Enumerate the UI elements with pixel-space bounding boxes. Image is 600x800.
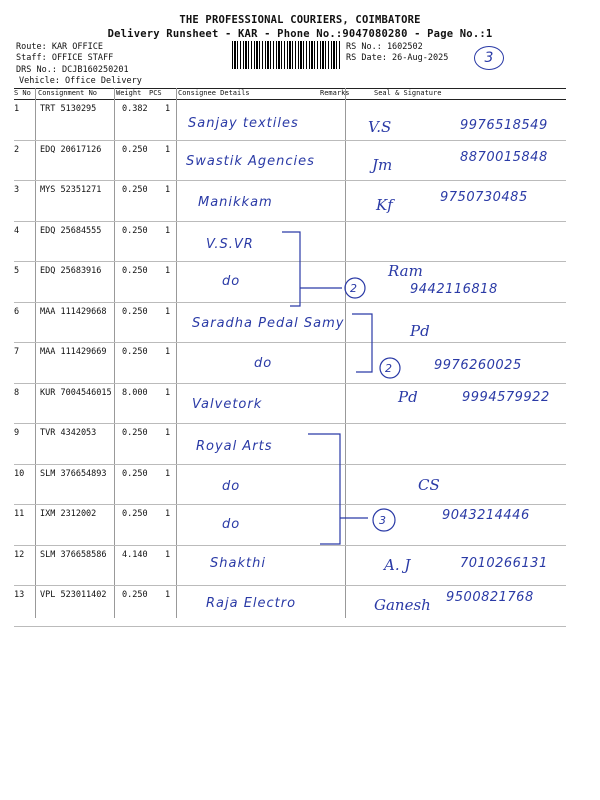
col-consignment: Consignment No <box>38 89 98 97</box>
row-pcs: 1 <box>165 144 171 155</box>
row-sno: 9 <box>14 428 20 438</box>
row-phone: 9043214446 <box>442 508 530 523</box>
row-signature: Kf <box>376 196 393 214</box>
row-weight: 0.250 <box>122 144 148 155</box>
page-circle-number: 3 <box>484 50 494 66</box>
row-pcs: 1 <box>165 225 171 236</box>
row-consignee: do <box>222 517 241 532</box>
row-consignment-no: TVR 4342053 <box>40 428 97 438</box>
row-phone: 9500821768 <box>446 590 534 605</box>
row-consignee: do <box>222 274 241 289</box>
row-pcs: 1 <box>165 387 171 398</box>
row-sno: 10 <box>14 468 25 479</box>
row-weight: 0.250 <box>122 428 148 438</box>
row-pcs: 1 <box>165 549 171 560</box>
row-sno: 6 <box>14 306 20 317</box>
rs-date: RS Date: 26-Aug-2025 <box>346 53 449 63</box>
row-signature: Ganesh <box>374 596 431 614</box>
row-weight: 0.250 <box>122 225 148 236</box>
row-consignee: Shakthi <box>210 556 266 571</box>
row-consignee: do <box>254 356 273 371</box>
row-weight: 0.382 <box>122 104 148 114</box>
row-consignment-no: SLM 376654893 <box>40 468 107 479</box>
row-consignee: do <box>222 479 241 494</box>
row-signature: Ram <box>388 262 423 280</box>
row-signature: Pd <box>398 388 418 406</box>
col-pcs: PCS <box>149 89 162 97</box>
row-pcs: 1 <box>165 590 171 600</box>
row-weight: 4.140 <box>122 549 148 560</box>
col-sno: S No <box>14 89 31 97</box>
staff-label: Staff: OFFICE STAFF <box>16 53 114 63</box>
row-signature: A. J <box>384 556 411 574</box>
row-consignment-no: MYS 52351271 <box>40 185 102 195</box>
row-weight: 0.250 <box>122 306 148 317</box>
row-consignee: Swastik Agencies <box>186 154 315 169</box>
row-weight: 0.250 <box>122 185 148 195</box>
page-title: THE PROFESSIONAL COURIERS, COIMBATORE <box>179 14 421 26</box>
row-phone: 9976518549 <box>460 118 548 133</box>
row-consignment-no: SLM 376658586 <box>40 549 107 560</box>
row-consignment-no: TRT 5130295 <box>40 104 97 114</box>
rs-number: RS No.: 1602502 <box>346 42 423 52</box>
row-consignment-no: VPL 523011402 <box>40 590 107 600</box>
row-pcs: 1 <box>165 306 171 317</box>
row-sno: 12 <box>14 549 25 560</box>
row-pcs: 1 <box>165 185 171 195</box>
route-label: Route: KAR OFFICE <box>16 42 103 52</box>
row-consignee: Sanjay textiles <box>188 116 299 131</box>
row-consignee: Raja Electro <box>206 596 297 611</box>
bracket-group-2 <box>352 314 372 372</box>
row-consignment-no: EDQ 25684555 <box>40 225 102 236</box>
row-pcs: 1 <box>165 468 171 479</box>
row-phone: 9994579922 <box>462 390 550 405</box>
row-sno: 4 <box>14 225 20 236</box>
group-mark-label-2: 2 <box>385 362 392 375</box>
row-consignee: V.S.VR <box>206 237 254 252</box>
row-phone: 7010266131 <box>460 556 548 571</box>
vehicle-label: Vehicle: Office Delivery <box>19 76 142 86</box>
row-weight: 0.250 <box>122 590 148 600</box>
group-mark-label-3: 3 <box>379 514 386 527</box>
row-consignee: Valvetork <box>192 397 263 412</box>
row-consignee: Saradha Pedal Samy <box>192 316 345 331</box>
col-signature: Seal & Signature <box>374 89 442 97</box>
row-weight: 0.250 <box>122 468 148 479</box>
row-weight: 0.250 <box>122 347 148 357</box>
row-consignee: Manikkam <box>198 195 273 210</box>
row-phone: 9976260025 <box>434 358 522 373</box>
row-phone: 8870015848 <box>460 150 548 165</box>
row-signature: CS <box>418 476 440 494</box>
col-consignee: Consignee Details <box>178 89 250 97</box>
row-sno: 5 <box>14 266 20 276</box>
row-consignment-no: MAA 111429668 <box>40 306 107 317</box>
row-signature: V.S <box>368 118 392 136</box>
row-consignment-no: IXM 2312002 <box>40 509 97 519</box>
page-subtitle: Delivery Runsheet - KAR - Phone No.:9047080280 - Page No.:1 <box>107 28 493 40</box>
drs-number: DRS No.: DCJB160250201 <box>16 65 129 75</box>
row-sno: 11 <box>14 509 25 519</box>
row-sno: 3 <box>14 185 20 195</box>
row-sno: 2 <box>14 144 20 155</box>
row-pcs: 1 <box>165 104 171 114</box>
bracket-group-1 <box>282 232 300 306</box>
row-weight: 8.000 <box>122 387 148 398</box>
row-phone: 9442116818 <box>410 282 498 297</box>
row-signature: Jm <box>372 156 393 174</box>
row-sno: 7 <box>14 347 20 357</box>
row-consignment-no: KUR 7004546015 <box>40 387 112 398</box>
row-weight: 0.250 <box>122 509 148 519</box>
row-pcs: 1 <box>165 509 171 519</box>
row-sno: 8 <box>14 387 20 398</box>
bracket-group-3 <box>308 434 340 544</box>
row-weight: 0.250 <box>122 266 148 276</box>
group-mark-label-1: 2 <box>350 282 357 295</box>
row-pcs: 1 <box>165 347 171 357</box>
col-remarks: Remarks <box>320 89 350 97</box>
row-consignment-no: EDQ 20617126 <box>40 144 102 155</box>
row-sno: 1 <box>14 104 20 114</box>
col-weight: Weight <box>116 89 142 97</box>
row-consignee: Royal Arts <box>196 439 273 454</box>
row-phone: 9750730485 <box>440 190 528 205</box>
row-consignment-no: EDQ 25683916 <box>40 266 102 276</box>
row-signature: Pd <box>410 322 430 340</box>
row-sno: 13 <box>14 590 25 600</box>
row-pcs: 1 <box>165 428 171 438</box>
row-consignment-no: MAA 111429669 <box>40 347 107 357</box>
row-pcs: 1 <box>165 266 171 276</box>
